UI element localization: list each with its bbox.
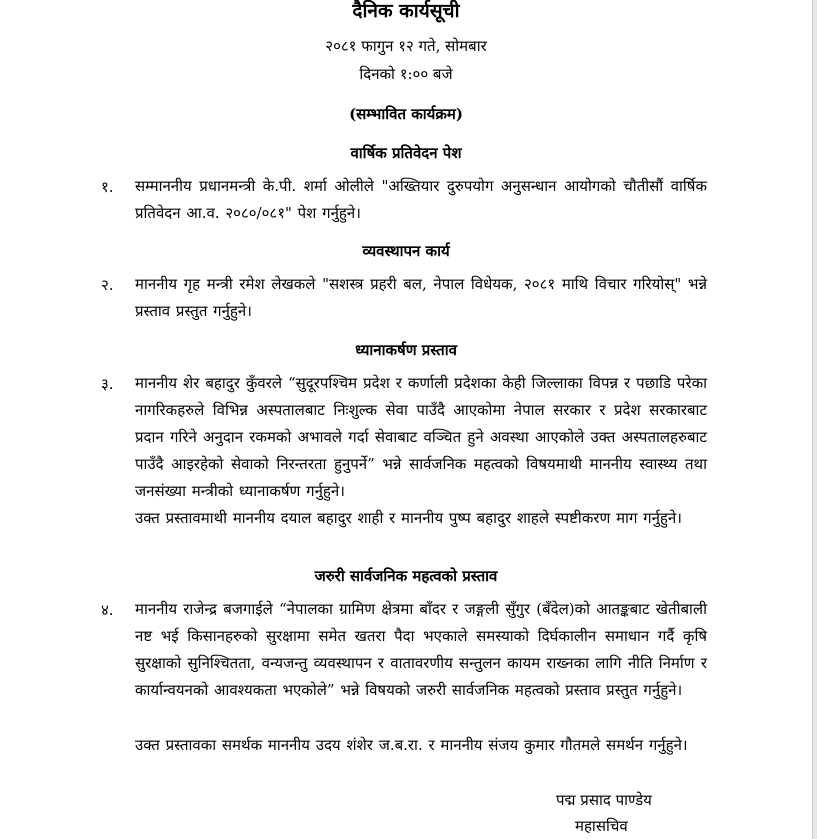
item-number-3: ३. [101,375,114,393]
agenda-date: २०८१ फागुन १२ गते, सोमबार [325,37,487,55]
agenda-subtitle: (सम्भावित कार्यक्रम) [349,105,463,123]
signatory-name: पद्म प्रसाद पाण्डेय [556,791,652,809]
item-number-4: ४. [101,601,114,619]
item-text-4: माननीय राजेन्द्र बजगाईले “नेपालका ग्रामिण क्षेत्रमा बाँदर र जङ्गली सुँगुर (बँदेल)को आतङ्कबाट खेतीबाली नष्ट भई किसानहरुको सुरक्षामा समेत खतरा पैदा भएकाले समस्याको दिर्घकालीन समाधान गर्दै कृषि सुरक्षाको सुनिश्चितता, वन्यजन्तु व्यवस्थापन र वातावरणीय सन्तुलन कायम राख्नका लागि नीति निर्माण र कार्यान्वयनको आवश्यकता भएकोले” भन्ने विषयको जरुरी सार्वजनिक महत्वको प्रस्ताव प्रस्तुत गर्नुहुने। [135,600,707,699]
item-text-2: माननीय गृह मन्त्री रमेश लेखकले "सशस्त्र प्रहरी बल, नेपाल विधेयक, २०८१ माथि विचार गरियोस्" भन्ने प्रस्ताव प्रस्तुत गर्नुहुने। [135,275,707,320]
viewer-scroll-edge[interactable] [812,0,817,839]
section-heading-urgent-motion: जरुरी सार्वजनिक महत्वको प्रस्ताव [314,567,498,585]
section-heading-attention-motion: ध्यानाकर्षण प्रस्ताव [355,341,457,359]
item-followup-4: उक्त प्रस्तावका समर्थक माननीय उदय शंशेर ज.ब.रा. र माननीय संजय कुमार गौतमले समर्थन गर्नुहुने। [135,736,688,754]
item-text-1: सम्माननीय प्रधानमन्त्री के.पी. शर्मा ओलीले "अख्तियार दुरुपयोग अनुसन्धान आयोगको चौतीसौं वार्षिक प्रतिवेदन आ.व. २०८०/०८१" पेश गर्नुहुने। [135,177,707,222]
page-title: दैनिक कार्यसूची [352,0,460,22]
item-text-3: माननीय शेर बहादुर कुँवरले “सुदूरपश्चिम प्रदेश र कर्णाली प्रदेशका केही जिल्लाका विपन्न र पछाडि परेका नागरिकहरुले विभिन्न अस्पतालबाट निःशुल्क सेवा पाउँदै आएकोमा नेपाल सरकार र प्रदेश सरकारबाट प्रदान गरिने अनुदान रकमको अभावले गर्दा सेवाबाट वञ्चित हुने अवस्था आएकोले उक्त अस्पतालहरुबाट पाउँदै आइरहेको सेवाको निरन्तरता हुनुपर्ने” भन्ने सार्वजनिक महत्वको विषयमाथी माननीय स्वास्थ्य तथा जनसंख्या मन्त्रीको ध्यानाकर्षण गर्नुहुने। [135,374,707,500]
item-number-2: २. [101,276,114,294]
signatory-position: महासचिव [575,817,628,835]
item-number-1: १. [101,178,114,196]
section-heading-legislation: व्यवस्थापन कार्य [362,242,450,260]
item-followup-3: उक्त प्रस्तावमाथी माननीय दयाल बहादुर शाही र माननीय पुष्प बहादुर शाहले स्पष्टीकरण माग गर्नुहुने। [135,509,682,527]
section-heading-annual-report: वार्षिक प्रतिवेदन पेश [350,144,462,162]
agenda-time: दिनको १:०० बजे [359,65,453,83]
